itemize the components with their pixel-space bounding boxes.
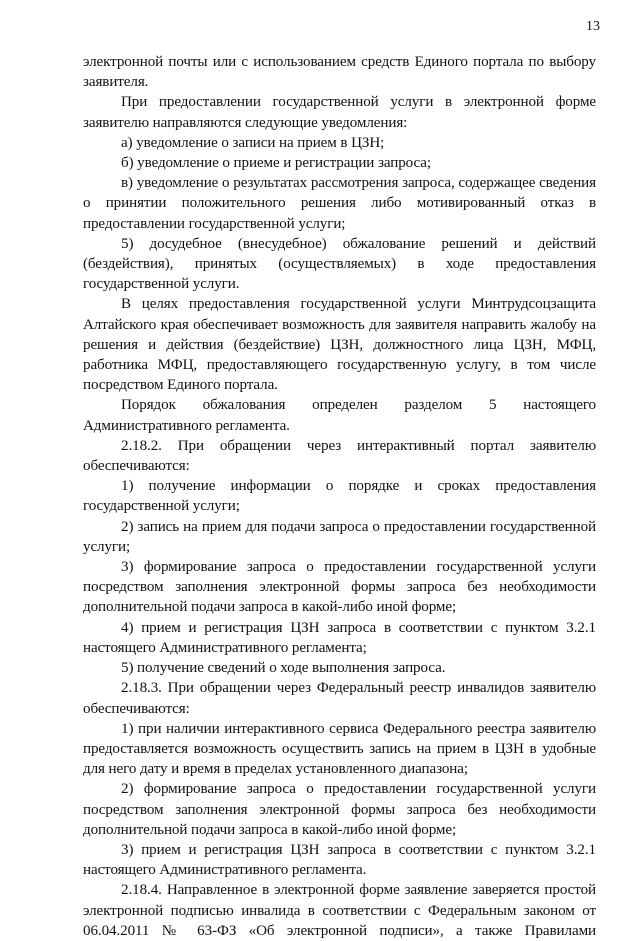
paragraph-p06: 5) досудебное (внесудебное) обжалование решений и действий (бездействия), принятых (осуществляемых) в ходе предоставления государственной услуги. <box>83 235 596 293</box>
paragraph-p09: 2.18.2. При обращении через интерактивный портал заявителю обеспечиваются: <box>83 437 596 475</box>
paragraph-p15: 2.18.3. При обращении через Федеральный реестр инвалидов заявителю обеспечиваются: <box>83 680 596 717</box>
paragraph-p18: 3) прием и регистрация ЦЗН запроса в соответствии с пунктом 3.2.1 настоящего Административного регламента. <box>83 841 596 879</box>
paragraph-p19: 2.18.4. Направленное в электронной форме заявление заверяется простой электронной подписью инвалида в соответствии с Федеральным законом от 06.04.2011 № 63-ФЗ «Об электронной подписи», а также Правилами <box>83 882 596 939</box>
page-number: 13 <box>586 19 600 34</box>
paragraph-p10: 1) получение информации о порядке и сроках предоставления государственной услуги; <box>83 478 596 515</box>
paragraph-p08: Порядок обжалования определен разделом 5 настоящего Административного регламента. <box>83 397 596 434</box>
paragraph-p12: 3) формирование запроса о предоставлении государственной услуги посредством заполнения электронной формы запроса без необходимости дополнительной подачи запроса в какой-либо иной форме; <box>83 559 596 616</box>
document-body <box>83 52 596 941</box>
paragraph-p02: При предоставлении государственной услуги в электронной форме заявителю направляются следующие уведомления: <box>83 94 596 131</box>
paragraph-p17: 2) формирование запроса о предоставлении государственной услуги посредством заполнения электронной формы запроса без необходимости дополнительной подачи запроса в какой-либо иной форме; <box>83 781 596 838</box>
paragraph-p13: 4) прием и регистрация ЦЗН запроса в соответствии с пунктом 3.2.1 настоящего Административного регламента; <box>83 619 596 656</box>
paragraph-p11: 2) запись на прием для подачи запроса о предоставлении государственной услуги; <box>83 518 596 555</box>
paragraph-p14: 5) получение сведений о ходе выполнения запроса. <box>121 660 446 677</box>
paragraph-p01: электронной почты или с использованием средств Единого портала по выбору заявителя. <box>83 54 596 91</box>
paragraph-p07: В целях предоставления государственной услуги Минтрудсоцзащита Алтайского края обеспечивает возможность для заявителя направить жалобу на решения и действия (бездействие) ЦЗН, должностного лица ЦЗН, МФЦ, работника МФЦ, предоставляющего государственную услугу, в том числе посредством Единого портала. <box>83 296 596 394</box>
paragraph-p04: б) уведомление о приеме и регистрации запроса; <box>121 155 431 172</box>
paragraph-p05: в) уведомление о результатах рассмотрения запроса, содержащее сведения о принятии положительного решения либо мотивированный отказ в предоставлении государственной услуги; <box>83 175 596 232</box>
paragraph-p03: а) уведомление о записи на прием в ЦЗН; <box>121 134 385 151</box>
paragraph-p16: 1) при наличии интерактивного сервиса Федерального реестра заявителю предоставляется возможность осуществить запись на прием в ЦЗН в удобные для него дату и время в пределах установленного диапазона; <box>83 720 596 778</box>
